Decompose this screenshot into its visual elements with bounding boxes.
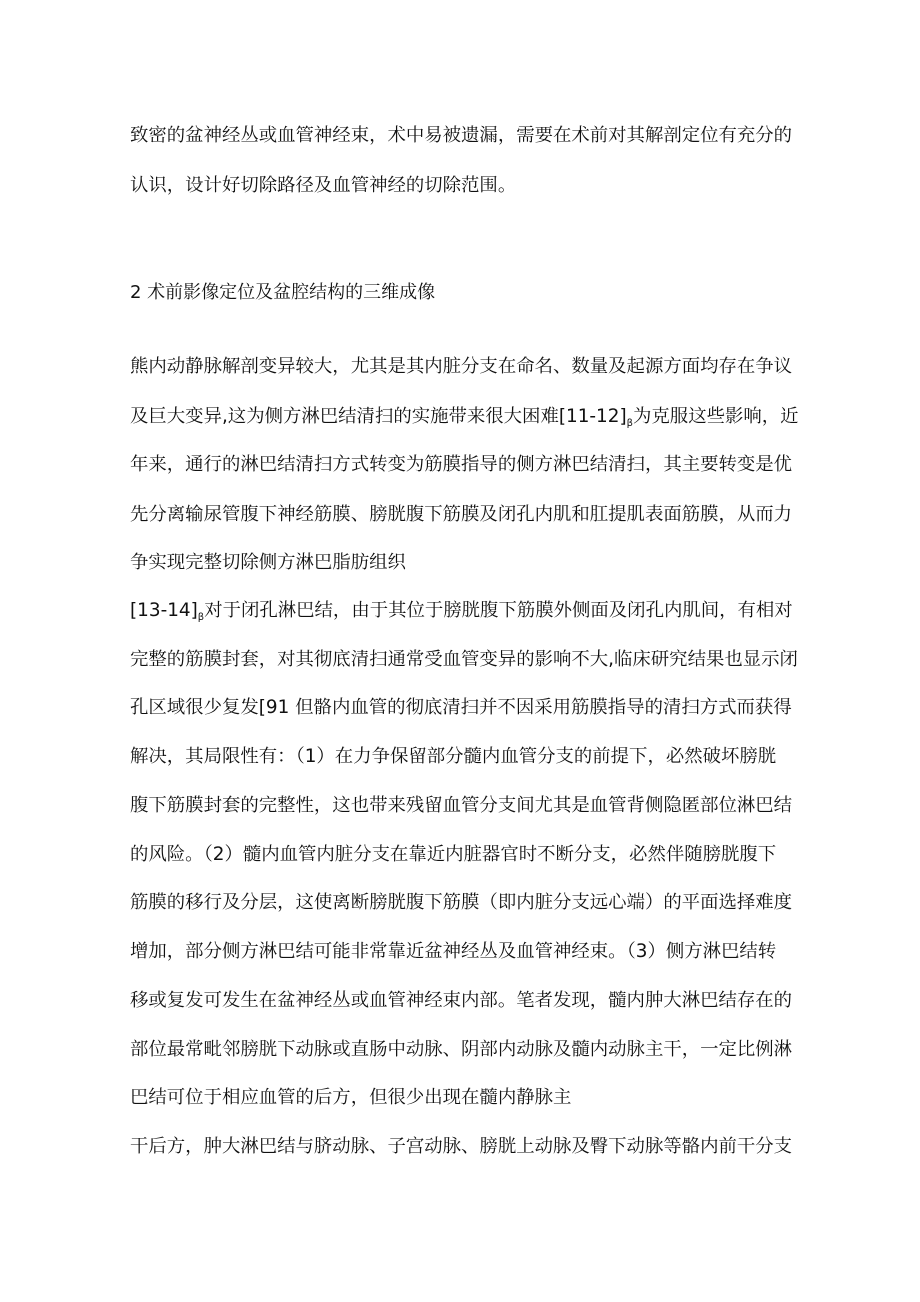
paragraph-3-subscript: β [197,612,205,623]
paragraph-3-line-11: 巴结可位于相应血管的后方，但很少出现在髓内静脉主 [130,1087,572,1108]
paragraph-3-line-2: 完整的筋膜封套，对其彻底清扫通常受血管变异的影响不大,临床研究结果也显示闭 [130,649,798,670]
paragraph-3-line-5: 腹下筋膜封套的完整性，这也带来残留血管分支间尤其是血管背侧隐匿部位淋巴结 [130,795,793,816]
paragraph-2-subscript: β [626,418,634,429]
paragraph-2-line-4: 先分离输尿管腹下神经筋膜、膀胱腹下筋膜及闭孔内肌和肛提肌表面筋膜，从而力 [130,504,793,525]
paragraph-3-line-9: 移或复发可发生在盆神经丛或血管神经束内部。笔者发现，髓内肿大淋巴结存在的 [130,990,793,1011]
paragraph-3-line-6: 的风险。（2）髓内血管内脏分支在靠近内脏器官时不断分支，必然伴随膀胱腹下 [130,844,777,865]
paragraph-3-line-8: 增加，部分侧方淋巴结可能非常靠近盆神经丛及血管神经束。（3）侧方淋巴结转 [130,941,777,962]
paragraph-2-line-1: 熊内动静脉解剖变异较大，尤其是其内脏分支在命名、数量及起源方面均存在争议 [130,356,793,377]
paragraph-3-line-1 [130,599,793,630]
paragraph-3-line-10: 部位最常毗邻膀胱下动脉或直肠中动脉、阴部内动脉及髓内动脉主干，一定比例淋 [130,1039,793,1060]
paragraph-3-line-7: 筋膜的移行及分层，这使离断膀胱腹下筋膜（即内脏分支远心端）的平面选择难度 [130,892,793,913]
paragraph-3-line-4: 解决，其局限性有：（1）在力争保留部分髓内血管分支的前提下，必然破坏膀胱 [130,746,777,767]
paragraph-1-line-1: 致密的盆神经丛或血管神经束，术中易被遗漏，需要在术前对其解剖定位有充分的 [130,125,793,146]
paragraph-3-line-1-tail: 对于闭孔淋巴结，由于其位于膀胱腹下筋膜外侧面及闭孔内肌间，有相对 [204,600,793,621]
paragraph-3-line-3: 孔区域很少复发[91 但骼内血管的彻底清扫并不因采用筋膜指导的清扫方式而获得 [130,697,792,718]
paragraph-2-line-3: 年来，通行的淋巴结清扫方式转变为筋膜指导的侧方淋巴结清扫，其主要转变是优 [130,454,793,475]
paragraph-2-line-2 [130,405,799,436]
section-heading: 2 术前影像定位及盆腔结构的三维成像 [130,282,436,303]
paragraph-4-line-1: 干后方，肿大淋巴结与脐动脉、子宫动脉、膀胱上动脉及臀下动脉等骼内前干分支 [130,1136,793,1157]
paragraph-2-line-2-text: 及巨大变异,这为侧方淋巴结清扫的实施带来很大困难[11-12] [130,406,627,427]
paragraph-2-line-2-tail: 为克服这些影响，近 [633,406,799,427]
paragraph-2-line-5: 争实现完整切除侧方淋巴脂肪组织 [130,552,406,573]
paragraph-1-line-2: 认识，设计好切除路径及血管神经的切除范围。 [130,175,517,196]
paragraph-3-line-1-citation: [13-14] [130,600,198,621]
